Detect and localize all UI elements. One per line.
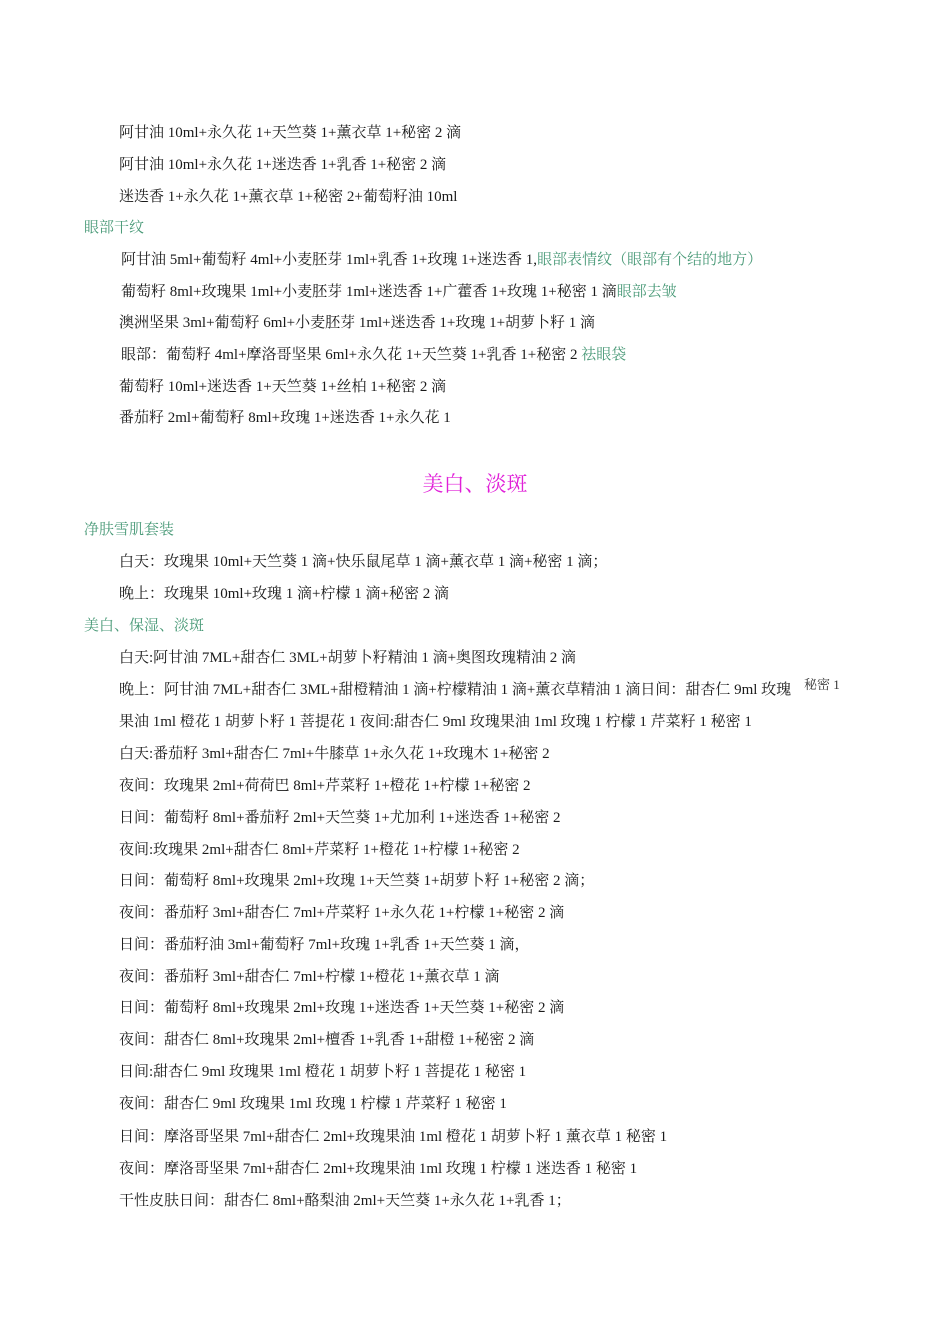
- recipe-note: 眼部表情纹（眼部有个结的地方）: [537, 252, 763, 268]
- recipe-line: 夜间：甜杏仁 9ml 玫瑰果 1ml 玫瑰 1 柠檬 1 芹菜籽 1 秘密 1: [119, 1096, 507, 1112]
- recipe-line: 干性皮肤日间：甜杏仁 8ml+酪梨油 2ml+天竺葵 1+永久花 1+乳香 1；: [119, 1193, 571, 1209]
- recipe-line: 日间:甜杏仁 9ml 玫瑰果 1ml 橙花 1 胡萝卜籽 1 菩提花 1 秘密 1: [119, 1064, 527, 1080]
- recipe-text: 眼部：葡萄籽 4ml+摩洛哥坚果 6ml+永久花 1+天竺葵 1+乳香 1+秘密 2: [121, 347, 578, 363]
- subheading-whiten: 美白、保湿、淡斑: [84, 618, 205, 634]
- recipe-line: 白天:番茄籽 3ml+甜杏仁 7ml+牛膝草 1+永久花 1+玫瑰木 1+秘密 2: [119, 746, 550, 762]
- recipe-line: 白天：玫瑰果 10ml+天竺葵 1 滴+快乐鼠尾草 1 滴+薰衣草 1 滴+秘密 1 滴；: [119, 554, 608, 570]
- recipe-line: [121, 250, 762, 270]
- recipe-line: 迷迭香 1+永久花 1+薰衣草 1+秘密 2+葡萄籽油 10ml: [119, 189, 458, 205]
- recipe-line: 夜间：甜杏仁 8ml+玫瑰果 2ml+檀香 1+乳香 1+甜橙 1+秘密 2 滴: [119, 1032, 535, 1048]
- recipe-note: 眼部去皱: [616, 284, 677, 300]
- recipe-line: 日间：葡萄籽 8ml+玫瑰果 2ml+玫瑰 1+天竺葵 1+胡萝卜籽 1+秘密 2 滴；: [119, 873, 595, 889]
- recipe-line: 日间：葡萄籽 8ml+番茄籽 2ml+天竺葵 1+尤加利 1+迷迭香 1+秘密 2: [119, 810, 561, 826]
- recipe-line: 夜间：玫瑰果 2ml+荷荷巴 8ml+芹菜籽 1+橙花 1+柠檬 1+秘密 2: [119, 778, 531, 794]
- subheading-eye: 眼部干纹: [84, 220, 145, 236]
- recipe-line: 晚上：玫瑰果 10ml+玫瑰 1 滴+柠檬 1 滴+秘密 2 滴: [119, 586, 449, 602]
- recipe-line: 阿甘油 10ml+永久花 1+迷迭香 1+乳香 1+秘密 2 滴: [119, 157, 447, 173]
- recipe-line: 番茄籽 2ml+葡萄籽 8ml+玫瑰 1+迷迭香 1+永久花 1: [119, 410, 451, 426]
- recipe-text: 阿甘油 5ml+葡萄籽 4ml+小麦胚芽 1ml+乳香 1+玫瑰 1+迷迭香 1,: [121, 252, 538, 268]
- recipe-line: [121, 282, 677, 302]
- recipe-line: [121, 345, 626, 365]
- subheading-snow: 净肤雪肌套装: [84, 522, 175, 538]
- recipe-line: 晚上：阿甘油 7ML+甜杏仁 3ML+甜橙精油 1 滴+柠檬精油 1 滴+薰衣草精油 1 滴日间：甜杏仁 9ml 玫瑰: [119, 682, 792, 698]
- recipe-line: 白天:阿甘油 7ML+甜杏仁 3ML+胡萝卜籽精油 1 滴+奥图玫瑰精油 2 滴: [119, 650, 577, 666]
- recipe-text: 葡萄籽 8ml+玫瑰果 1ml+小麦胚芽 1ml+迷迭香 1+广藿香 1+玫瑰 1+秘密 1 滴: [121, 284, 617, 300]
- section-title: 美白、淡斑: [422, 472, 528, 496]
- overlapping-text: 秘密 1: [804, 677, 840, 692]
- recipe-line: 果油 1ml 橙花 1 胡萝卜籽 1 菩提花 1 夜间:甜杏仁 9ml 玫瑰果油 1ml 玫瑰 1 柠檬 1 芹菜籽 1 秘密 1: [119, 714, 752, 730]
- recipe-line: 日间：摩洛哥坚果 7ml+甜杏仁 2ml+玫瑰果油 1ml 橙花 1 胡萝卜籽 1 薰衣草 1 秘密 1: [119, 1129, 668, 1145]
- recipe-line: 葡萄籽 10ml+迷迭香 1+天竺葵 1+丝柏 1+秘密 2 滴: [119, 379, 447, 395]
- recipe-line: 夜间：摩洛哥坚果 7ml+甜杏仁 2ml+玫瑰果油 1ml 玫瑰 1 柠檬 1 迷迭香 1 秘密 1: [119, 1161, 638, 1177]
- recipe-line: 日间：番茄籽油 3ml+葡萄籽 7ml+玫瑰 1+乳香 1+天竺葵 1 滴，: [119, 937, 530, 953]
- recipe-line: 阿甘油 10ml+永久花 1+天竺葵 1+薰衣草 1+秘密 2 滴: [119, 125, 462, 141]
- recipe-line: 夜间:玫瑰果 2ml+甜杏仁 8ml+芹菜籽 1+橙花 1+柠檬 1+秘密 2: [119, 842, 520, 858]
- recipe-line: 夜间：番茄籽 3ml+甜杏仁 7ml+柠檬 1+橙花 1+薰衣草 1 滴: [119, 969, 500, 985]
- recipe-note: 祛眼袋: [581, 347, 627, 363]
- recipe-line: 日间：葡萄籽 8ml+玫瑰果 2ml+玫瑰 1+迷迭香 1+天竺葵 1+秘密 2 滴: [119, 1000, 565, 1016]
- recipe-line: 澳洲坚果 3ml+葡萄籽 6ml+小麦胚芽 1ml+迷迭香 1+玫瑰 1+胡萝卜籽 1 滴: [119, 315, 596, 331]
- recipe-line: 夜间：番茄籽 3ml+甜杏仁 7ml+芹菜籽 1+永久花 1+柠檬 1+秘密 2 滴: [119, 905, 565, 921]
